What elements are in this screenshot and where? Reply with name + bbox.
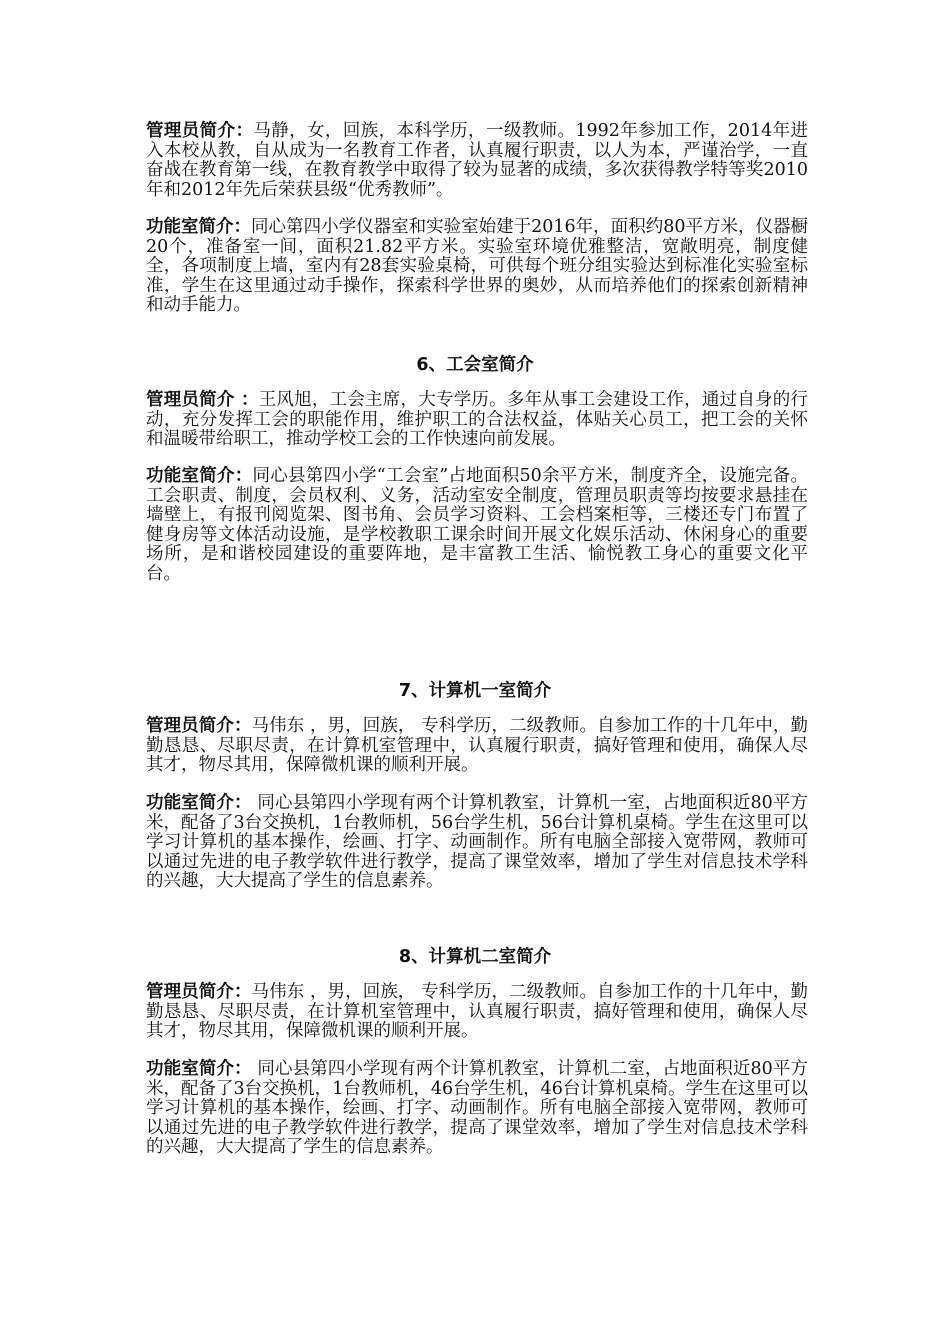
room-intro-text: 同心县第四小学现有两个计算机教室，计算机二室，占地面积近80平方米，配备了3台交换机，1台教师机，46台学生机，46台计算机桌椅。学生在这里可以学习计算机的基本操作，绘画、打字、动画制作。所有电脑全部接入宽带网，教师可以通过先进的电子教学软件进行教学，提高了课堂效率，增加了学生对信息技术学科的兴趣，大大提高了学生的信息素养。: [146, 1059, 808, 1157]
room-intro-paragraph: [146, 218, 808, 316]
manager-intro-label: 管理员简介：: [146, 716, 252, 736]
room-intro-text: 同心第四小学仪器室和实验室始建于2016年，面积约80平方米，仪器橱20个，准备室一间，面积21.82平方米。实验室环境优雅整洁，宽敞明亮，制度健全，各项制度上墙，室内有28套实验桌椅，可供每个班分组实验达到标准化实验室标准，学生在这里通过动手操作，探索科学世界的奥妙，从而培养他们的探索创新精神和动手能力。: [146, 217, 809, 315]
section-heading: 6、工会室简介: [416, 355, 534, 375]
room-intro-text: 同心县第四小学“工会室”占地面积50余平方米，制度齐全，设施完备。工会职责、制度，会员权利、义务，活动室安全制度，管理员职责等均按要求悬挂在墙壁上，有报刊阅览架、图书角、会员学习资料、工会档案柜等，三楼还专门布置了健身房等文体活动设施，是学校教职工课余时间开展文化娱乐活动、休闲身心的重要场所，是和谐校园建设的重要阵地，是丰富教工生活、愉悦教工身心的重要文化平台。: [146, 466, 808, 584]
manager-intro-text: 马伟东 ，男，回族， 专科学历，二级教师。自参加工作的十几年中，勤勤恳恳、尽职尽责，在计算机室管理中，认真履行职责，搞好管理和使用，确保人尽其才，物尽其用，保障微机课的顺利开展。: [146, 982, 809, 1041]
manager-intro-paragraph: [146, 391, 808, 450]
room-intro-label: 功能室简介：: [146, 1059, 252, 1079]
manager-intro-text: 王风旭，工会主席，大专学历。多年从事工会建设工作，通过自身的行动，充分发挥工会的职能作用，维护职工的合法权益，体贴关心员工，把工会的关怀和温暖带给职工，推动学校工会的工作快速向前发展。: [146, 390, 809, 449]
manager-intro-label: 管理员简介 ：: [146, 390, 259, 410]
manager-intro-label: 管理员简介：: [146, 982, 252, 1002]
manager-intro-paragraph: [146, 717, 808, 776]
room-intro-label: 功能室简介：: [146, 466, 253, 486]
room-intro-paragraph: [146, 794, 808, 892]
manager-intro-paragraph: [146, 122, 808, 200]
room-intro-paragraph: [146, 467, 808, 584]
room-intro-label: 功能室简介：: [146, 793, 252, 813]
room-intro-paragraph: [146, 1060, 808, 1158]
section-heading: 7、计算机一室简介: [398, 681, 552, 701]
room-intro-text: 同心县第四小学现有两个计算机教室，计算机一室，占地面积近80平方米，配备了3台交换机，1台教师机，56台学生机，56台计算机桌椅。学生在这里可以学习计算机的基本操作，绘画、打字、动画制作。所有电脑全部接入宽带网，教师可以通过先进的电子教学软件进行教学，提高了课堂效率，增加了学生对信息技术学科的兴趣，大大提高了学生的信息素养。: [146, 793, 808, 891]
section-heading: 8、计算机二室简介: [398, 947, 552, 967]
room-intro-label: 功能室简介：: [146, 217, 252, 237]
manager-intro-text: 马静，女，回族，本科学历，一级教师。1992年参加工作，2014年进入本校从教，自从成为一名教育工作者，认真履行职责，以人为本，严谨治学，一直奋战在教育第一线，在教育教学中取得了较为显著的成绩，多次获得教学特等奖2010年和2012年先后荣获县级“优秀教师”。: [146, 121, 809, 200]
manager-intro-label: 管理员简介：: [146, 121, 254, 141]
manager-intro-paragraph: [146, 983, 808, 1042]
manager-intro-text: 马伟东 ，男，回族， 专科学历，二级教师。自参加工作的十几年中，勤勤恳恳、尽职尽责，在计算机室管理中，认真履行职责，搞好管理和使用，确保人尽其才，物尽其用，保障微机课的顺利开展。: [146, 716, 809, 775]
